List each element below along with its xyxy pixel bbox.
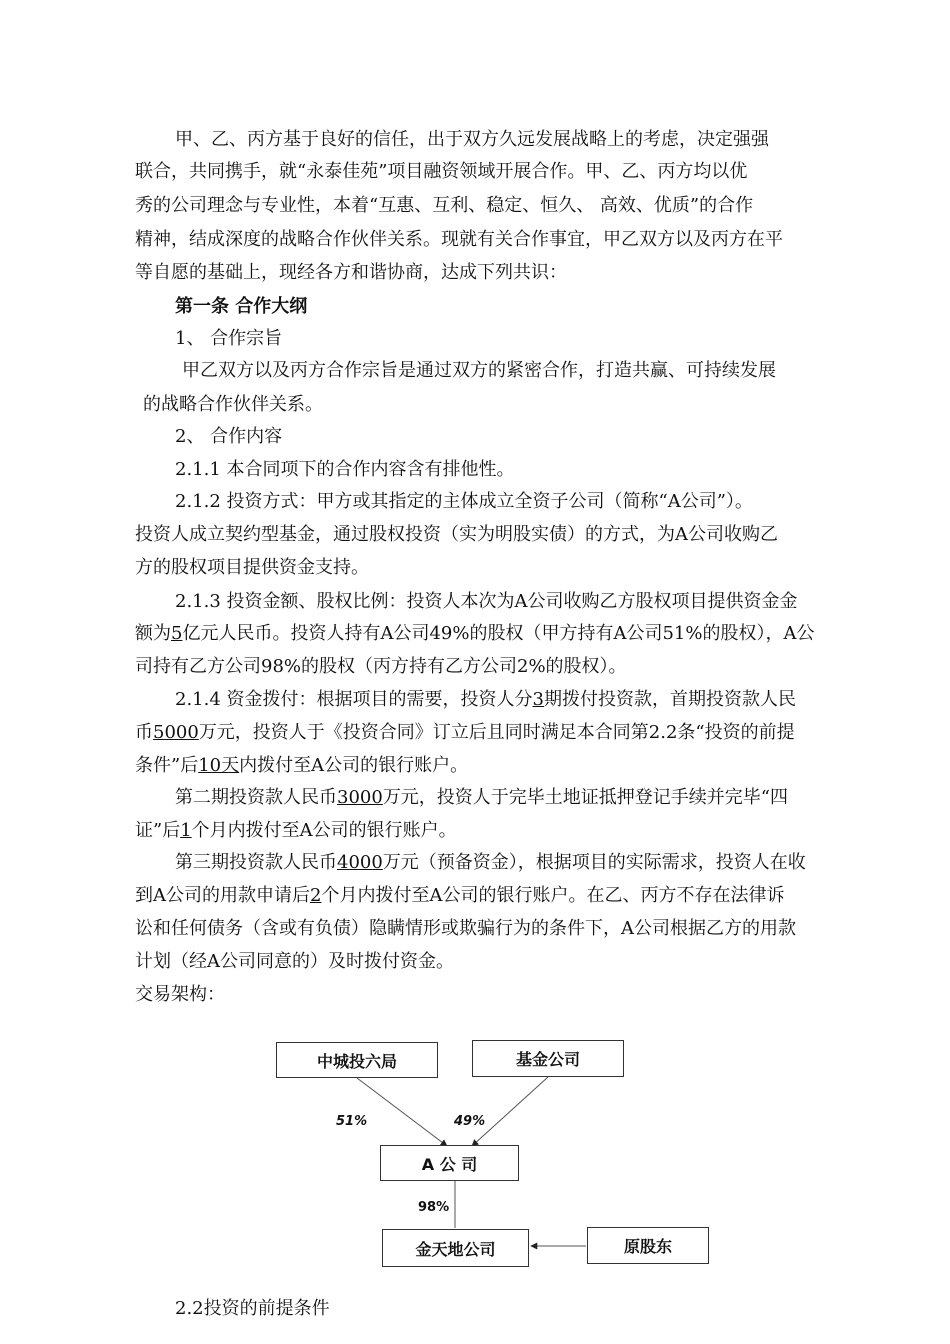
- amount-underlined: 5: [171, 623, 183, 644]
- text-run: 亿元人民币。投资人持有A公司49%的股权（甲方持有A公司51%的股权），A公: [182, 623, 815, 644]
- clause-2-1-2-line-3: 方的股权项目提供资金支持。: [135, 557, 369, 578]
- clause-2-1-1: 2.1.1 本合同项下的合作内容含有排他性。: [175, 459, 515, 480]
- section-1-text-2: 的战略合作伙伴关系。: [143, 394, 323, 415]
- intro-line-3: 秀的公司理念与专业性，本着“互惠、互利、稳定、恒久、 高效、优质”的合作: [135, 195, 754, 216]
- intro-line-4: 精神，结成深度的战略合作伙伴关系。现就有关合作事宜，甲乙双方以及丙方在平: [135, 229, 783, 250]
- clause-2-1-2-line-2: 投资人成立契约型基金，通过股权投资（实为明股实债）的方式，为A公司收购乙: [135, 524, 778, 545]
- text-run: 币: [135, 722, 153, 743]
- box-zhongcheng: 中城投六局: [276, 1042, 438, 1078]
- phase-3-line-4: 计划（经A公司同意的）及时拨付资金。: [135, 951, 454, 972]
- section-2-title: 2、 合作内容: [175, 426, 283, 447]
- box-jintiandi: 金天地公司: [382, 1229, 529, 1267]
- clause-2-1-2-line-1: 2.1.2 投资方式：甲方或其指定的主体成立全资子公司（简称“A公司”）。: [175, 491, 753, 512]
- text-run: 万元（预备资金），根据项目的实际需求，投资人在收: [382, 852, 806, 873]
- phase-3-line-3: 讼和任何债务（含或有负债）隐瞒情形或欺骗行为的条件下，A公司根据乙方的用款: [135, 918, 796, 939]
- text-run: 万元，投资人于《投资合同》订立后且同时满足本合同第2.2条“投资的前提: [198, 722, 795, 743]
- phase-count-underlined: 3: [532, 689, 544, 710]
- arrow-49: [472, 1077, 548, 1146]
- text-run: 到A公司的用款申请后: [135, 885, 310, 906]
- clause-2-2-title: 2.2投资的前提条件: [175, 1298, 330, 1319]
- text-run: 期拨付投资款，首期投资款人民: [543, 689, 796, 710]
- text-run: 证”后: [135, 820, 181, 841]
- text-run: 内拨付至A公司的银行账户。: [239, 755, 469, 776]
- clause-2-1-3-line-3: 司持有乙方公司98%的股权（丙方持有乙方公司2%的股权）。: [135, 656, 627, 677]
- text-run: 额为: [135, 623, 171, 644]
- article-1-title: 第一条 合作大纲: [175, 296, 308, 317]
- structure-label: 交易架构：: [135, 984, 225, 1005]
- text-run: 2.1.4 资金拨付：根据项目的需要，投资人分: [175, 689, 533, 710]
- text-run: 条件”后: [135, 755, 199, 776]
- box-original-shareholder: 原股东: [587, 1227, 709, 1264]
- amount-underlined: 5000: [153, 722, 199, 743]
- text-run: 第三期投资款人民币: [175, 852, 337, 873]
- months-underlined: 2: [310, 885, 322, 906]
- text-run: 第二期投资款人民币: [175, 787, 337, 808]
- intro-line-2: 联合，共同携手，就“永泰佳苑”项目融资领域开展合作。甲、乙、丙方均以优: [135, 161, 748, 182]
- box-fund: 基金公司: [472, 1040, 624, 1077]
- clause-2-1-3-line-1: 2.1.3 投资金额、股权比例：投资人本次为A公司收购乙方股权项目提供资金金: [175, 591, 798, 612]
- days-underlined: 10天: [198, 755, 240, 776]
- pct-98: 98%: [418, 1200, 450, 1215]
- pct-49: 49%: [454, 1114, 486, 1129]
- intro-line-5: 等自愿的基础上，现经各方和谐协商，达成下列共识：: [135, 262, 567, 283]
- arrow-51: [357, 1078, 447, 1146]
- amount-underlined: 4000: [337, 852, 383, 873]
- section-1-text-1: 甲乙双方以及丙方合作宗旨是通过双方的紧密合作，打造共赢、可持续发展: [182, 360, 776, 381]
- section-1-title: 1、 合作宗旨: [175, 328, 283, 349]
- pct-51: 51%: [336, 1114, 368, 1129]
- text-run: 个月内拨付至A公司的银行账户。在乙、丙方不存在法律诉: [321, 885, 785, 906]
- box-a-company: A 公 司: [380, 1145, 519, 1181]
- months-underlined: 1: [180, 820, 192, 841]
- text-run: 万元，投资人于完毕土地证抵押登记手续并完毕“四: [382, 787, 789, 808]
- text-run: 个月内拨付至A公司的银行账户。: [191, 820, 457, 841]
- amount-underlined: 3000: [337, 787, 383, 808]
- intro-line-1: 甲、乙、丙方基于良好的信任，出于双方久远发展战略上的考虑，决定强强: [175, 129, 769, 150]
